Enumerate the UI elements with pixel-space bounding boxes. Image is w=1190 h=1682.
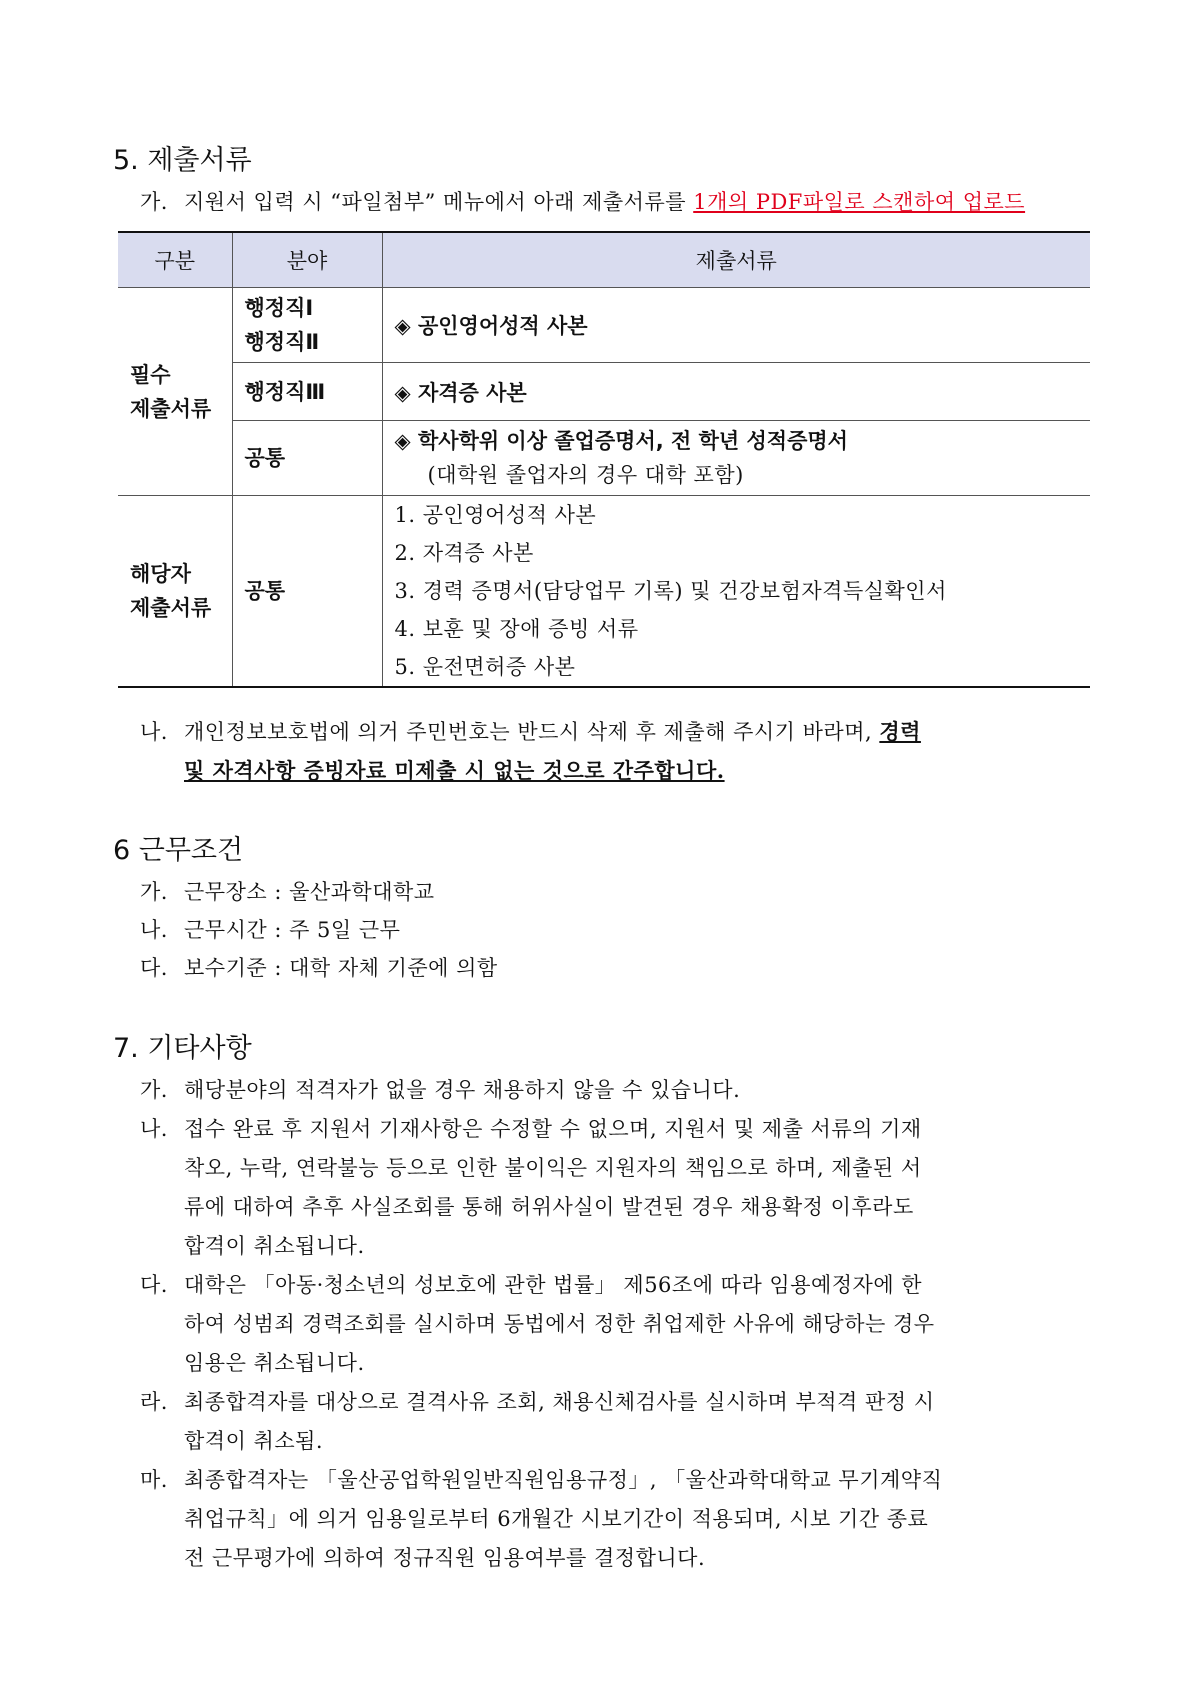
list-item xyxy=(140,1269,1080,1299)
table-header-row xyxy=(118,232,1090,288)
doc-list-item: 5. 운전면허증 사본 xyxy=(394,655,576,679)
table-row xyxy=(118,363,1090,421)
field-cell xyxy=(232,288,382,363)
item-continuation: 하여 성범죄 경력조회를 실시하며 동법에서 정한 취업제한 사유에 해당하는 경우 xyxy=(184,1312,935,1336)
documents-table xyxy=(118,231,1090,688)
item-marker: 가. xyxy=(140,880,168,904)
required-group-cell xyxy=(118,288,232,496)
applicable-group-line: 제출서류 xyxy=(130,596,212,620)
field-cell xyxy=(232,363,382,421)
note-bold-2: 및 자격사항 증빙자료 미제출 시 없는 것으로 간주합니다. xyxy=(184,758,725,783)
item-text: 최종합격자를 대상으로 결격사유 조회, 채용신체검사를 실시하며 부적격 판정 시 xyxy=(184,1390,935,1414)
list-item xyxy=(140,952,1080,982)
item-text: 대학은 「아동·청소년의 성보호에 관한 법률」 제56조에 따라 임용예정자에 한 xyxy=(184,1273,923,1297)
item-text: 최종합격자는 「울산공업학원일반직원임용규정」, 「울산과학대학교 무기계약직 xyxy=(184,1468,943,1492)
section-5-note xyxy=(140,716,1080,746)
item-text: 해당분야의 적격자가 없을 경우 채용하지 않을 수 있습니다. xyxy=(184,1078,741,1102)
note-marker: 나. xyxy=(140,720,168,744)
applicable-group-cell xyxy=(118,496,232,688)
doc-cell xyxy=(382,421,1090,496)
item-marker: 라. xyxy=(140,1390,168,1414)
table-row xyxy=(118,496,1090,688)
doc-cell: ◈ 자격증 사본 xyxy=(382,363,1090,421)
table-row xyxy=(118,288,1090,363)
item-marker: 나. xyxy=(140,1117,168,1141)
item-continuation: 착오, 누락, 연락불능 등으로 인한 불이익은 지원자의 책임으로 하며, 제출된 서 xyxy=(184,1156,922,1180)
item-continuation: 합격이 취소됩니다. xyxy=(184,1234,365,1258)
list-item xyxy=(140,914,1080,944)
item-marker: 나. xyxy=(140,918,168,942)
applicable-group-line: 해당자 xyxy=(130,562,191,586)
list-item xyxy=(140,876,1080,906)
doc-cell: ◈ 공인영어성적 사본 xyxy=(382,288,1090,363)
intro-highlight: 1개의 PDF파일로 스캔하여 업로드 xyxy=(693,190,1026,214)
item-text: 접수 완료 후 지원서 기재사항은 수정할 수 없으며, 지원서 및 제출 서류의 기재 xyxy=(184,1117,922,1141)
field-line: 행정직Ⅱ xyxy=(244,330,320,354)
item-marker: 가. xyxy=(140,1078,168,1102)
header-documents: 제출서류 xyxy=(382,232,1090,288)
section-5-title: 5. 제출서류 xyxy=(113,145,252,176)
note-bold-1: 경력 xyxy=(879,719,921,744)
doc-list-item: 4. 보훈 및 장애 증빙 서류 xyxy=(394,617,639,641)
section-5-intro xyxy=(140,186,1080,216)
list-item xyxy=(140,1113,1080,1143)
note-text: 개인정보보호법에 의거 주민번호는 반드시 삭제 후 제출해 주시기 바라며, xyxy=(184,720,873,744)
list-item xyxy=(140,1464,1080,1494)
header-field: 분야 xyxy=(232,232,382,288)
item-marker: 다. xyxy=(140,956,168,980)
field-line: 행정직Ⅰ xyxy=(244,296,314,320)
doc-list-item: 2. 자격증 사본 xyxy=(394,541,534,565)
item-continuation: 임용은 취소됩니다. xyxy=(184,1351,365,1375)
item-marker: 다. xyxy=(140,1273,168,1297)
item-text: 근무시간 : 주 5일 근무 xyxy=(184,918,401,942)
doc-list-cell xyxy=(382,496,1090,688)
required-group-line: 필수 xyxy=(130,362,171,387)
item-text: 근무장소 : 울산과학대학교 xyxy=(184,880,435,904)
item-text: 보수기준 : 대학 자체 기준에 의함 xyxy=(184,956,498,980)
doc-list-item: 3. 경력 증명서(담당업무 기록) 및 건강보험자격득실확인서 xyxy=(394,579,947,603)
doc-list-item: 1. 공인영어성적 사본 xyxy=(394,503,597,527)
intro-text: 지원서 입력 시 “파일첨부” 메뉴에서 아래 제출서류를 xyxy=(184,190,687,214)
field-line: 공통 xyxy=(244,446,286,470)
table-row xyxy=(118,421,1090,496)
field-line: 행정직Ⅲ xyxy=(244,379,326,404)
header-category: 구분 xyxy=(118,232,232,288)
doc-note: (대학원 졸업자의 경우 대학 포함) xyxy=(427,463,744,487)
required-group-line: 제출서류 xyxy=(130,396,212,421)
list-item xyxy=(140,1074,1080,1104)
field-cell: 공통 xyxy=(232,496,382,688)
intro-marker: 가. xyxy=(140,190,168,214)
item-continuation: 류에 대하여 추후 사실조회를 통해 허위사실이 발견된 경우 채용확정 이후라도 xyxy=(184,1195,914,1219)
item-continuation: 전 근무평가에 의하여 정규직원 임용여부를 결정합니다. xyxy=(184,1546,706,1570)
item-marker: 마. xyxy=(140,1468,168,1492)
doc-line: ◈ 학사학위 이상 졸업증명서, 전 학년 성적증명서 xyxy=(394,429,848,453)
section-6-title: 6 근무조건 xyxy=(113,835,244,866)
item-continuation: 합격이 취소됨. xyxy=(184,1429,324,1453)
field-cell xyxy=(232,421,382,496)
item-continuation: 취업규칙」에 의거 임용일로부터 6개월간 시보기간이 적용되며, 시보 기간 종료 xyxy=(184,1507,929,1531)
list-item xyxy=(140,1386,1080,1416)
section-7-title: 7. 기타사항 xyxy=(113,1033,252,1064)
